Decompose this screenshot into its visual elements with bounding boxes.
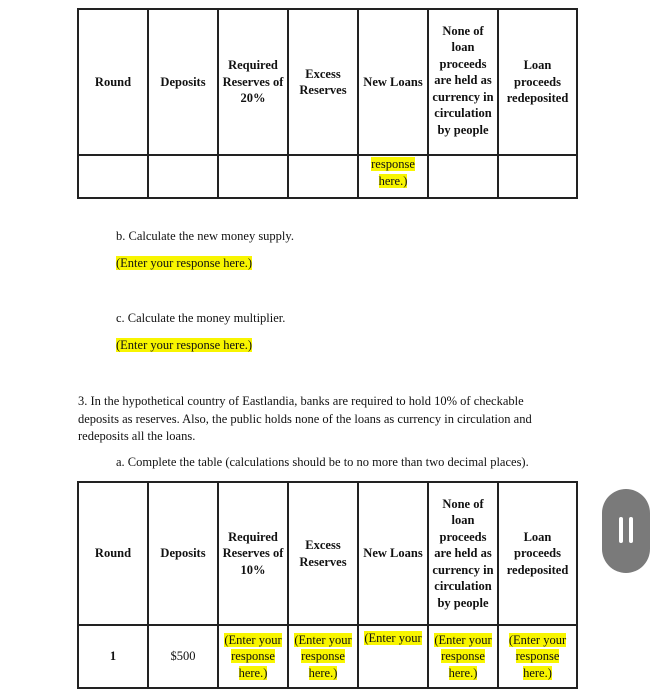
scroll-handle-icon[interactable] <box>602 489 650 573</box>
header-new-loans: New Loans <box>358 482 428 625</box>
part-c-prompt: c. Calculate the money multiplier. <box>116 311 286 325</box>
header-loan-redeposited: Loan proceeds redeposited <box>498 9 577 155</box>
header-round: Round <box>78 482 148 625</box>
money-creation-table-20 <box>77 8 578 199</box>
required-reserves-response[interactable]: (Enter your response here.) <box>224 632 282 680</box>
loan-redeposited-response[interactable]: (Enter your response here.) <box>508 632 567 680</box>
cell-deposits: $500 <box>148 625 218 688</box>
cell-new-loans[interactable] <box>358 625 428 688</box>
cell-round: 1 <box>78 625 148 688</box>
question-3-text: 3. In the hypothetical country of Eastlandia, banks are required to hold 10% of checkable deposits as reserves. Also, the public holds none of the loans as currency in circulation and redeposits all the loans. <box>78 394 532 443</box>
none-held-response[interactable]: (Enter your response here.) <box>434 632 492 680</box>
header-new-loans: New Loans <box>358 9 428 155</box>
header-none-held-text: None of loan proceeds are held as currency in circulation by people <box>432 23 494 137</box>
header-excess-reserves: Excess Reserves <box>288 9 358 155</box>
part-c-response[interactable]: (Enter your response here.) <box>116 338 253 352</box>
cell-excess-reserves[interactable] <box>288 155 358 198</box>
header-round: Round <box>78 9 148 155</box>
cell-loan-redeposited[interactable] <box>498 155 577 198</box>
question-3a-prompt: a. Complete the table (calculations should be to no more than two decimal places). <box>116 455 529 469</box>
header-required-reserves: Required Reserves of 10% <box>218 482 288 625</box>
new-loans-response-wrap <box>362 630 424 667</box>
handle-grip-left <box>619 517 623 543</box>
cell-loan-redeposited[interactable] <box>498 625 577 688</box>
excess-reserves-response[interactable]: (Enter your response here.) <box>294 632 352 680</box>
cell-excess-reserves[interactable] <box>288 625 358 688</box>
header-deposits: Deposits <box>148 482 218 625</box>
header-required-reserves: Required Reserves of 20% <box>218 9 288 155</box>
part-b-prompt: b. Calculate the new money supply. <box>116 229 294 243</box>
new-loans-response[interactable]: (Enter your <box>364 631 422 645</box>
cell-none-held[interactable] <box>428 155 498 198</box>
cell-required-reserves[interactable] <box>218 155 288 198</box>
part-b-response-line <box>116 256 252 271</box>
part-b-response[interactable]: (Enter your response here.) <box>116 256 253 270</box>
handle-grip-right <box>629 517 633 543</box>
header-none-held-currency <box>428 9 498 155</box>
new-loans-response[interactable]: response here.) <box>371 157 415 188</box>
header-excess-reserves: Excess Reserves <box>288 482 358 625</box>
money-creation-table-10 <box>77 481 578 689</box>
header-loan-redeposited: Loan proceeds redeposited <box>498 482 577 625</box>
cell-deposits[interactable] <box>148 155 218 198</box>
cell-required-reserves[interactable] <box>218 625 288 688</box>
cell-round[interactable] <box>78 155 148 198</box>
header-deposits: Deposits <box>148 9 218 155</box>
cell-none-held[interactable] <box>428 625 498 688</box>
header-none-held-currency: None of loan proceeds are held as currency in circulation by people <box>428 482 498 625</box>
cell-new-loans[interactable] <box>358 155 428 198</box>
part-c-response-line <box>116 338 252 353</box>
